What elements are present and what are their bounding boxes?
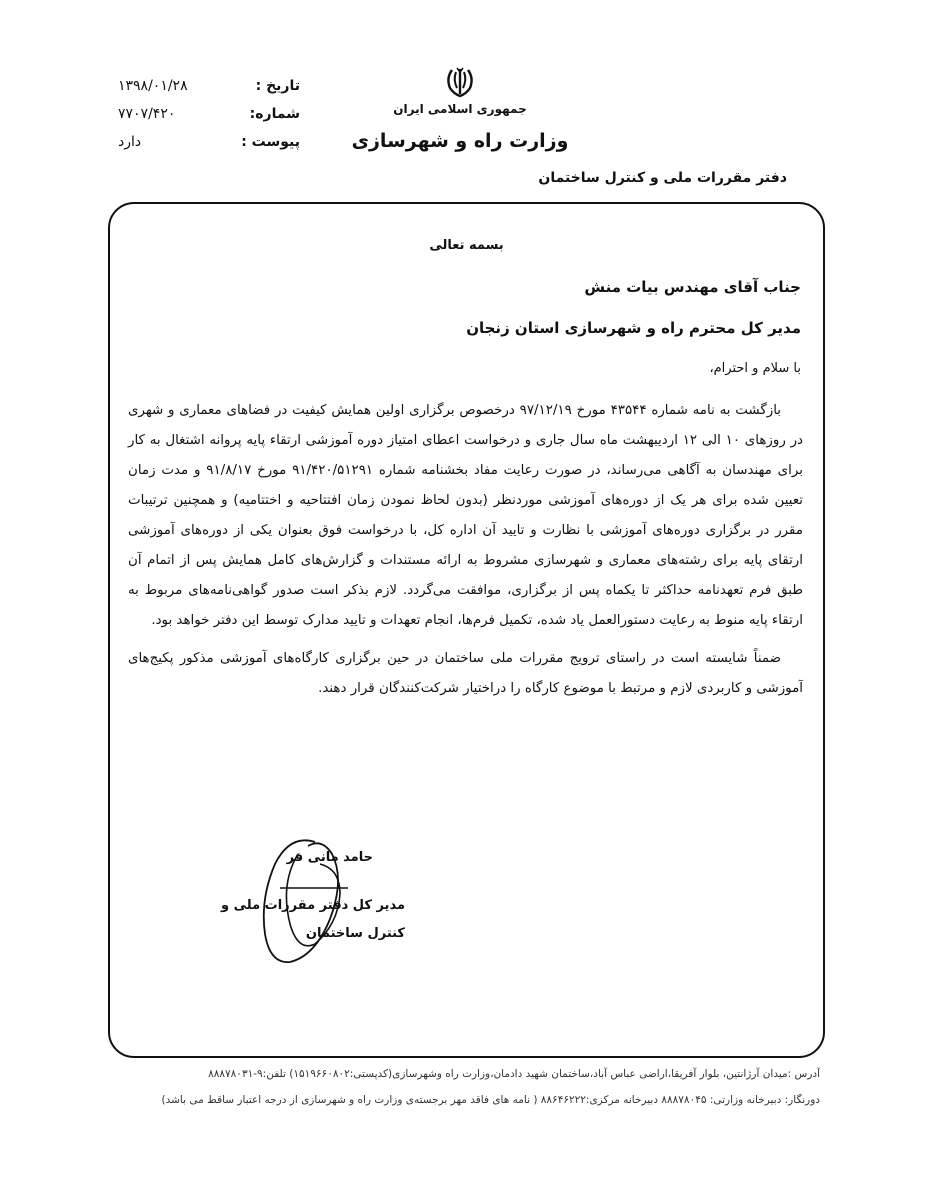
meta-number-value: ۷۷۰۷/۴۲۰	[118, 106, 176, 122]
meta-number-label: شماره:	[249, 106, 300, 122]
ministry-title: وزارت راه و شهرسازی	[351, 130, 569, 152]
meta-attachment-label: پیوست :	[241, 134, 300, 150]
meta-date	[110, 78, 300, 106]
iran-emblem-icon	[443, 66, 477, 100]
meta-date-value: ۱۳۹۸/۰۱/۲۸	[118, 78, 188, 94]
greeting: با سلام و احترام،	[709, 361, 801, 376]
bismillah: بسمه تعالی	[429, 238, 504, 253]
letter-body-frame	[108, 202, 825, 1058]
meta-number	[110, 106, 300, 134]
letter-text	[128, 396, 803, 712]
recipient-name: جناب آقای مهندس بیات منش	[584, 278, 801, 296]
meta-attachment-value: دارد	[118, 134, 142, 150]
signatory-name: حامد مانی فر	[286, 850, 373, 865]
letter-meta	[110, 78, 300, 162]
footer-address: آدرس :میدان آرژانتین، بلوار آفریقا،اراضی عباس آباد،ساختمان شهید دادمان،وزارت راه وشهرسازی(کدپستی:۱۵۱۹۶۶۰۸۰۲) تلفن:۹-۸۸۸۷۸۰۳۱	[208, 1068, 820, 1080]
handwritten-signature	[220, 824, 370, 974]
republic-title: جمهوری اسلامی ایران	[393, 102, 527, 116]
signatory-title: مدیر کل دفتر مقررات ملی و کنترل ساختمان	[221, 898, 405, 941]
meta-attachment	[110, 134, 300, 162]
meta-date-label: تاریخ :	[255, 78, 300, 94]
recipient-title: مدیر کل محترم راه و شهرسازی استان زنجان	[466, 319, 801, 337]
paragraph-2: ضمناً شایسته است در راستای ترویج مقررات ملی ساختمان در حین برگزاری کارگاه‌های آموزشی مذکور پکیج‌های آموزشی و کاربردی لازم و مرتبط با موضوع کارگاه را دراختیار شرکت‌کنندگان قرار دهند.	[128, 651, 803, 696]
paragraph-1: بازگشت به نامه شماره ۴۳۵۴۴ مورخ ۹۷/۱۲/۱۹ درخصوص برگزاری اولین همایش کیفیت در فضاهای معماری و شهری در روزهای ۱۰ الی ۱۲ اردیبهشت ماه سال جاری و درخواست اعطای امتیاز دوره آموزشی ارتقاء پایه پروانه اشتغال به کار برای مهندسان به آگاهی می‌رساند، در صورت رعایت مفاد بخشنامه شماره ۹۱/۴۲۰/۵۱۲۹۱ مورخ ۹۱/۸/۱۷ و مدت زمان تعیین شده برای هر یک از دوره‌های آموزشی موردنظر (بدون لحاظ نمودن زمان افتتاحیه و اختتامیه) و همچنین ترتیبات مقرر در برگزاری دوره‌های آموزشی با نظارت و تایید آن اداره کل، با درخواست فوق بعنوان یکی از دوره‌های آموزشی ارتقای پایه برای رشته‌های معماری و شهرسازی مشروط به ارائه مستندات و گزارش‌های کامل همایش پس از اتمام آن طبق فرم تعهدنامه حداکثر تا یکماه پس از برگزاری، موافقت می‌گردد. لازم بذکر است صدور گواهی‌نامه‌های مربوط به ارتقاء پایه منوط به رعایت دستورالعمل یاد شده، تکمیل فرم‌ها، انجام تعهدات و تایید مدارک توسط این دفتر خواهد بود.	[128, 403, 804, 628]
footer-fax: دورنگار: دبیرخانه وزارتی: ۸۸۸۷۸۰۴۵ دبیرخانه مرکزی:۸۸۶۴۶۲۲۲ ( نامه های فاقد مهر برجسته‌ی وزارت راه و شهرسازی از درجه اعتبار ساقط می باشد)	[161, 1094, 820, 1106]
office-title: دفتر مقررات ملی و کنترل ساختمان	[538, 170, 787, 186]
